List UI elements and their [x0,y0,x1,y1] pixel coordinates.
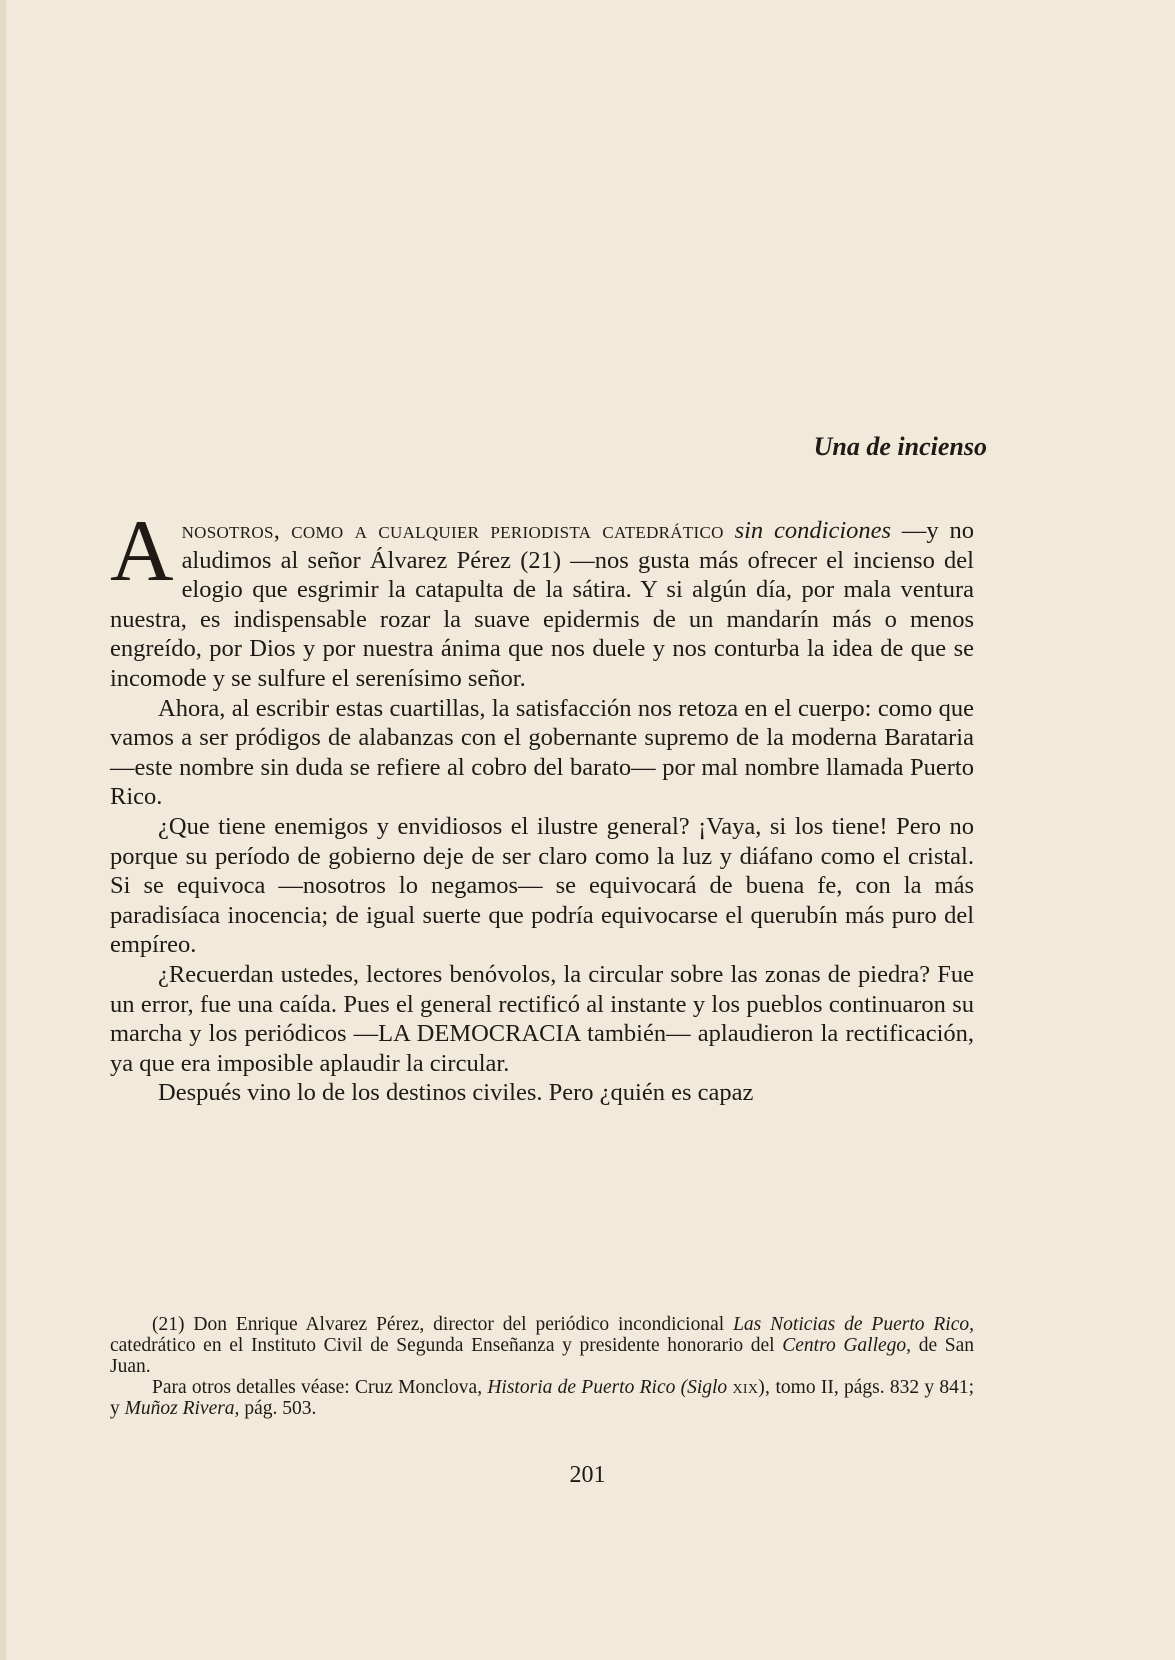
article-paragraph-5: Después vino lo de los destinos civiles. Pero ¿quién es capaz [158,1079,754,1107]
page-left-edge [0,0,6,1660]
lead-small-caps: nosotros, como a cualquier periodista catedrático [181,517,724,544]
article-body [110,503,975,1108]
footnote [110,1314,974,1419]
footnote-century: xix), [732,1377,771,1398]
drop-cap: A [110,503,174,600]
footnote-text: de San Juan. [110,1335,975,1377]
footnote-paragraph-1 [110,1314,974,1377]
page-number: 201 [569,1462,606,1488]
footnote-italic: Las Noticias de Puerto Rico, [733,1314,975,1335]
article-paragraph-2: Ahora, al escribir estas cuartillas, la satisfacción nos retoza en el cuerpo: como que vamos a ser pródigos de alabanzas con el gobernante supremo de la moderna Barataria —este nombre sin duda se refiere al cobro del barato— por mal nombre llamada Puerto Rico. [110,694,974,811]
footnote-text: pág. 503. [244,1398,317,1419]
footnote-text: catedrático en el Instituto Civil de Segunda Enseñanza y presidente honorario del [110,1335,775,1356]
lead-italic: sin condiciones [734,517,892,544]
footnote-italic: Centro Gallego, [782,1335,912,1356]
footnote-text: (21) Don Enrique Alvarez Pérez, director del periódico incondicional [152,1314,725,1335]
article-paragraph-1 [110,503,975,694]
footnote-text: tomo II, págs. 832 y 841; y [110,1377,975,1419]
lead-rest: —y no aludimos al señor Álvarez Pérez (21) —nos gusta más ofrecer el incienso del elogio que esgrimir la catapulta de la sátira. Y si algún día, por mala ventura nuestra, es indispensable rozar la suave epidermis de un mandarín más o menos engreído, por Dios y por nuestra ánima que nos duele y nos conturba la idea de que se incomode y se sulfure el serenísimo señor. [110,517,975,692]
footnote-italic: Muñoz Rivera, [124,1398,240,1419]
footnote-text: Para otros detalles véase: Cruz Monclova, [152,1377,483,1398]
article-title: Una de incienso [813,432,987,461]
article-paragraph-3: ¿Que tiene enemigos y envidiosos el ilustre general? ¡Vaya, si los tiene! Pero no porque su período de gobierno deje de ser claro como la luz y diáfano como el cristal. Si se equivoca —nosotros lo negamos— se equivocará de buena fe, con la más paradisíaca inocencia; de igual suerte que podría equivocarse el querubín más puro del empíreo. [110,812,974,959]
footnote-italic: Historia de Puerto Rico (Siglo [487,1377,728,1398]
footnote-paragraph-2 [110,1377,974,1419]
article-paragraph-4: ¿Recuerdan ustedes, lectores benóvolos, la circular sobre las zonas de piedra? Fue un error, fue una caída. Pues el general rectificó al instante y los pueblos continuaron su marcha y los periódicos —LA DEMOCRACIA también— aplaudieron la rectificación, ya que era imposible aplaudir la circular. [110,960,974,1077]
